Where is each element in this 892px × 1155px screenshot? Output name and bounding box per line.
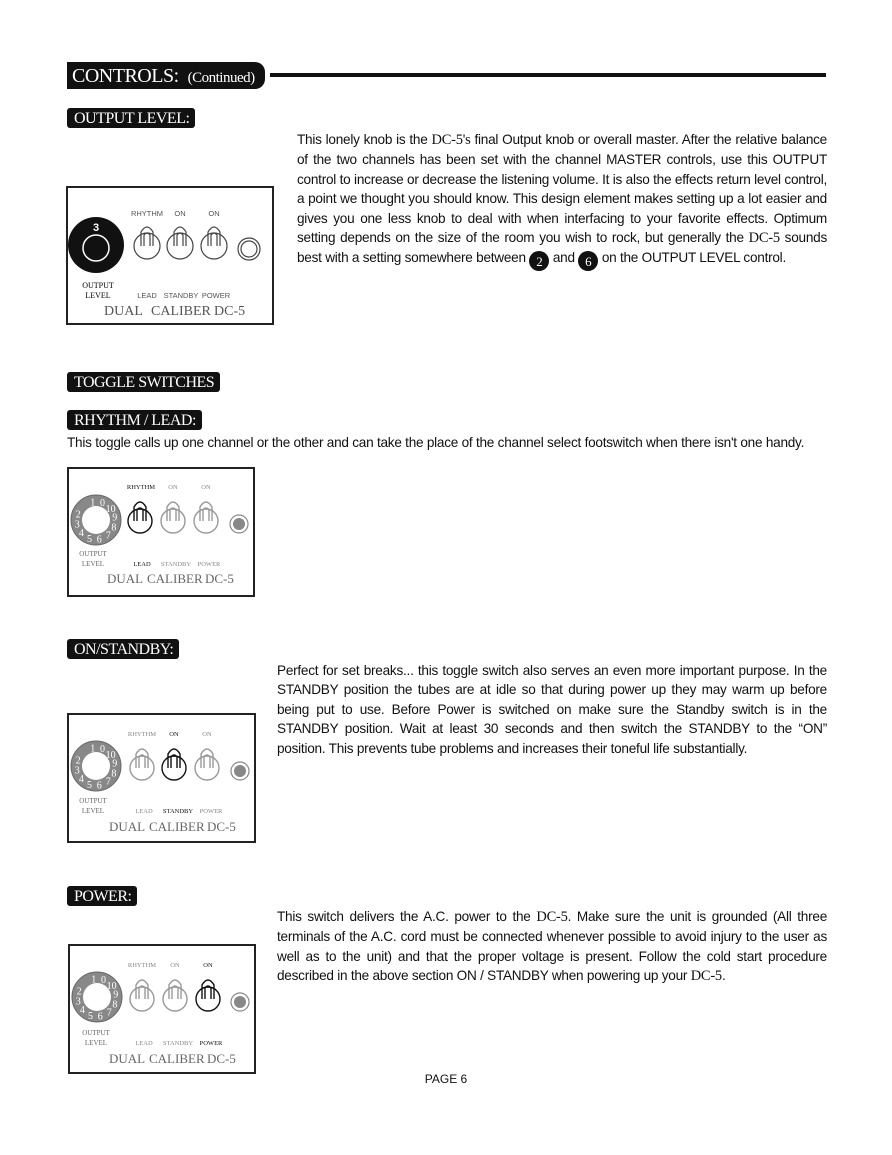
section-heading-on-standby: ON/STANDBY:	[67, 639, 179, 659]
dial-icon	[71, 741, 121, 792]
rhythm-label: RHYTHM	[130, 209, 164, 218]
svg-text:DUAL: DUAL	[107, 571, 144, 586]
lead-label: LEAD	[137, 291, 157, 300]
svg-text:ON: ON	[201, 484, 211, 491]
section-heading-rhythm-lead: RHYTHM / LEAD:	[67, 410, 202, 430]
dial-icon	[72, 972, 122, 1023]
header-rule	[270, 73, 826, 77]
svg-text:RHYTHM: RHYTHM	[126, 484, 156, 491]
brand-logo	[104, 304, 245, 319]
dial-icon	[71, 495, 121, 546]
dial-number: 4	[79, 1005, 85, 1017]
svg-text:POWER: POWER	[199, 1040, 223, 1047]
dial-number: 5	[87, 533, 92, 545]
svg-text:OUTPUT: OUTPUT	[79, 797, 107, 805]
svg-text:DUAL: DUAL	[109, 1051, 146, 1066]
dial-number: 0	[100, 498, 105, 510]
svg-text:STANDBY: STANDBY	[162, 808, 194, 815]
panel-diagram-standby	[67, 713, 256, 843]
dial-number: 6	[96, 534, 102, 546]
dial-number: 6	[97, 1011, 103, 1023]
svg-text:CALIBER: CALIBER	[147, 571, 203, 586]
standby-label: STANDBY	[163, 291, 199, 300]
svg-text:LEVEL: LEVEL	[81, 807, 105, 815]
power-toggle-icon	[196, 980, 220, 1011]
svg-text:CALIBER: CALIBER	[151, 304, 211, 319]
panel-diagram-power	[68, 944, 256, 1074]
on-standby-text: Perfect for set breaks... this toggle switch also serves an even more important purpose. In the STANDBY position the tubes are at idle so that during power up they may warm up before being put to use. Before Power is switched on make sure the Standby switch is in the STANDBY position. Wait at least 30 seconds and then switch the STANDBY to the “ON” position. This prevents tube problems and increases their toneful life substantially.	[277, 663, 827, 756]
svg-text:DUAL: DUAL	[104, 304, 143, 319]
dial-number: 1	[91, 974, 97, 986]
svg-text:DUAL: DUAL	[109, 819, 146, 834]
setting-2-badge: 2	[529, 251, 549, 271]
page-title: CONTROLS: (Continued)	[67, 62, 265, 89]
dial-number: 9	[112, 512, 118, 524]
dial-number: 3	[74, 519, 80, 531]
svg-text:LEAD: LEAD	[135, 1040, 153, 1047]
svg-text:ON: ON	[169, 731, 179, 738]
section-heading-power: POWER:	[67, 886, 137, 906]
output-label: OUTPUT	[82, 281, 114, 290]
svg-text:OUTPUT: OUTPUT	[79, 550, 107, 558]
dial-number: 4	[78, 528, 84, 540]
dial-number: 5	[88, 1010, 93, 1022]
rhythm-lead-toggle-icon	[128, 502, 152, 533]
svg-text:LEVEL: LEVEL	[84, 1039, 108, 1047]
dial-number: 10	[105, 749, 116, 761]
svg-text:ON: ON	[168, 484, 178, 491]
output-level-text: This lonely knob is the DC-5's final Output knob or overall master. After the relative balance of the two channels has been set with the channel MASTER controls, use this OUTPUT control to increase or decrease the listening volume. It is also the effects return level control, a point we thought you should know. This design element makes setting up a lot easier and gives you one less knob to deal with when interfacing to your favorite effects. Optimum setting depends on the size of the room you wish to rock, but generally the DC-5 sounds best with a setting somewhere between 2 and 6 on the OUTPUT LEVEL control.	[297, 132, 827, 270]
on-label-2: ON	[208, 209, 220, 218]
panel-diagram-output	[66, 186, 274, 325]
on-label-1: ON	[174, 209, 186, 218]
section-heading-output-level: OUTPUT LEVEL:	[67, 108, 195, 128]
dial-number: 10	[106, 980, 117, 992]
dial-number: 8	[112, 999, 118, 1011]
dial-number: 8	[111, 768, 117, 780]
level-label: LEVEL	[85, 291, 111, 300]
panel-diagram-rhythm	[67, 467, 255, 597]
svg-text:ON: ON	[202, 731, 212, 738]
svg-text:OUTPUT: OUTPUT	[82, 1029, 110, 1037]
page-number: PAGE 6	[424, 1072, 468, 1086]
dial-number: 7	[105, 530, 111, 542]
svg-text:POWER: POWER	[197, 561, 221, 568]
svg-text:LEAD: LEAD	[135, 808, 153, 815]
svg-text:CALIBER: CALIBER	[149, 1051, 205, 1066]
svg-text:DC-5: DC-5	[207, 1051, 236, 1066]
dial-number: 3	[75, 996, 81, 1008]
dial-number: 3	[74, 765, 80, 777]
svg-text:LEVEL: LEVEL	[81, 560, 105, 568]
svg-text:RHYTHM: RHYTHM	[127, 962, 157, 969]
rhythm-lead-text: This toggle calls up one channel or the other and can take the place of the channel select footswitch when there isn't one handy.	[67, 435, 805, 450]
dial-number: 6	[96, 780, 102, 792]
svg-text:STANDBY: STANDBY	[160, 561, 192, 568]
setting-6-badge: 6	[578, 251, 598, 271]
dial-number: 2	[75, 755, 81, 767]
dial-number: 0	[101, 975, 106, 987]
svg-text:RHYTHM: RHYTHM	[127, 731, 157, 738]
section-heading-toggle-switches: TOGGLE SWITCHES	[67, 372, 220, 392]
dial-number: 1	[90, 743, 96, 755]
dial-number: 8	[111, 522, 117, 534]
svg-text:ON: ON	[170, 962, 180, 969]
svg-text:DC-5: DC-5	[205, 571, 234, 586]
knob-value: 3	[92, 222, 100, 234]
svg-text:LEAD: LEAD	[133, 561, 151, 568]
svg-text:DC-5: DC-5	[214, 304, 246, 319]
standby-toggle-icon	[162, 749, 186, 780]
dial-number: 0	[100, 744, 105, 756]
dial-number: 1	[90, 497, 96, 509]
dial-number: 4	[78, 774, 84, 786]
dial-number: 9	[112, 758, 118, 770]
dial-number: 2	[75, 509, 81, 521]
svg-text:CALIBER: CALIBER	[149, 819, 205, 834]
dial-number: 10	[105, 503, 116, 515]
power-text: This switch delivers the A.C. power to the DC-5. Make sure the unit is grounded (All three terminals of the A.C. cord must be connected whenever possible to avoid injury to the user as well as to the unit) and that the proper voltage is present. Follow the cold start procedure described in the above section ON / STANDBY when powering up your DC-5.	[277, 909, 827, 985]
svg-text:ON: ON	[203, 962, 213, 969]
svg-text:STANDBY: STANDBY	[162, 1040, 194, 1047]
dial-number: 7	[105, 776, 111, 788]
dial-number: 9	[113, 989, 119, 1001]
svg-text:DC-5: DC-5	[207, 819, 236, 834]
svg-text:POWER: POWER	[199, 808, 223, 815]
dial-number: 2	[76, 986, 82, 998]
dial-number: 7	[106, 1007, 112, 1019]
power-label: POWER	[201, 291, 231, 300]
dial-number: 5	[87, 779, 92, 791]
